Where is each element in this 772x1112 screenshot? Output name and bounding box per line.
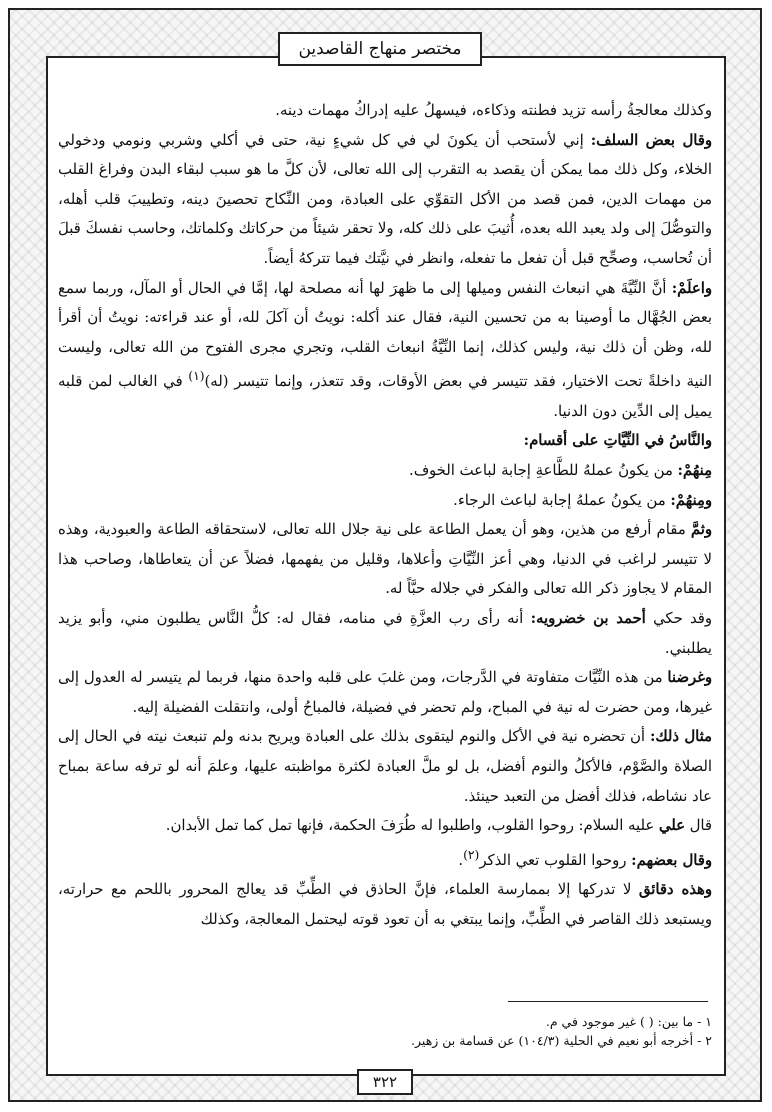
paragraph-lead: علي [658,817,685,835]
paragraph-lead: وهذه دقائق [638,881,713,899]
paragraph-text: من يكونُ عملهُ إجابة لباعث الرجاء. [453,491,671,509]
paragraph [58,96,712,126]
paragraph-text: من هذه النِّيَّات متفاوتة في الدَّرجات، ومن غلبَ على قلبه واحدة منها، فربما لم يتيسر له العدول إلى غيرها، ومن حضرت له نية في المباح، ولم تحضر في فضيلة، فالمباحُ أولى، وانتقلت الفضيلة إليه. [58,669,712,716]
paragraph-lead: مِنهُمْ: [677,462,712,480]
paragraph-lead: أحمد بن خضرويه: [530,610,646,628]
paragraph [58,274,712,427]
paragraph-text: عليه السلام: روحوا القلوب، واطلبوا له طُرَفَ الحكمة، فإنها تمل كما تمل الأبدان. [165,817,659,835]
paragraph-text: قال [684,817,712,835]
body-text [58,96,712,934]
paragraph-lead: مثال ذلك: [649,728,712,746]
paragraph [58,456,712,486]
paragraph-text: وقد حكي [645,610,712,628]
paragraph-text: وكذلك معالجةُ رأسه تزيد فطنته وذكاءه، فيسهلُ عليه إدراكُ مهمات دينه. [275,102,712,119]
running-header [278,32,482,66]
paragraph-lead: وقال بعضهم: [631,851,712,869]
paragraph [58,126,712,274]
paragraph-lead: وثمَّ [690,521,712,539]
paragraph-lead: واعلَمْ: [671,279,712,297]
paragraph [58,604,712,663]
paragraph [58,663,712,722]
paragraph-text: أنَّ النِّيَّةَ هي انبعاث النفس وميلها إلى ما ظهرَ لها أنه مصلحة لها، إمَّا في الحال أو المآل، وربما سمع بعض الجُهَّال ما أوصينا به من تحسين النية، فقال عند أكله: نويتُ أن آكلَ لله، أو عند قراءته: نويتُ أن أقرأ لله، وظن أن ذلك نية، وليس كذلك، إنما النِّيَّةُ انبعاث القلب، وتجري مجرى الفتوح من الله تعالى، وليست النية داخلةً تحت الاختيار، فقد تتيسر في بعض الأوقات، وقد تتعذر، وإنما تتيسر (له) [58,279,712,391]
paragraph-text: أنه رأى رب العزَّةِ في منامه، فقال له: كلُّ النَّاس يطلبون مني، وأبو يزيد يطلبني. [58,610,712,657]
paragraph-lead: وغرضنا [667,669,712,687]
book-title: مختصر منهاج القاصدين [298,39,462,59]
paragraph [58,486,712,516]
footnote-divider [508,1001,708,1002]
paragraph [58,426,712,456]
page-number: ٣٢٢ [372,1073,398,1091]
footnote: ١ - ما بين: ( ) غير موجود في م. [545,1014,712,1029]
paragraph-lead: ومِنهُمْ: [670,491,712,509]
paragraph [58,841,712,876]
section-heading: والنَّاسُ في النِّيَّاتِ على أقسام: [523,432,712,450]
paragraph-text: في الغالب لمن قلبه يميل إلى الدِّين دون الدنيا. [58,373,712,420]
paragraph-text: إني لأستحب أن يكونَ لي في كل شيءٍ نية، حتى في أكلي وشربي ونومي ودخولي الخلاء، وكل ذلك مما يمكن أن يقصد به التقرب إلى الله تعالى، لأن كلَّ ما هو سبب لبقاء البدن وفراغ القلب من مهمات الدين، فمن قصد من الأكل التقوِّي على العبادة، ومن النِّكاح تحصينَ دينه، وتطييبَ قلب أهله، والتوصُّلَ إلى ولد يعبد الله بعده، أُثيبَ على ذلك كله، ولا تحقر شيئاً من حركاتك وكلماتك، وحاسب نفسكَ قبلَ أن تُحاسب، وصحِّح قبل أن تفعل ما تفعله، وانظر في نيَّتك فيما تتركهُ أيضاً. [58,131,712,267]
paragraph-text: . [458,851,464,869]
paragraph-text: لا تدركها إلا بممارسة العلماء، فإنَّ الحاذق في الطِّبِّ قد يعالج المحرور باللحم مع حرارته، ويستبعد ذلك القاصر في الطِّبِّ، وإنما يبتغي به أن تعود قوته ليحتمل المعالجة، وكذلك [58,881,712,928]
paragraph-text: من يكونُ عملهُ للطَّاعةِ إجابة لباعث الخوف. [409,462,678,480]
paragraph [58,722,712,811]
paragraph-text: أن تحضره نية في الأكل والنوم ليتقوى بذلك على العبادة ويريح بدنه ولم تنبعث نيته في الحال إلى الصلاة والصَّوْم، فالأكلُ والنوم أفضل، بل لو ملَّ العبادة لكثرة مواظبته عليها، وعلمَ أنه لو ترفه ساعة بمباح عاد نشاطه، فذلك أفضل من التعبد حينئذ. [58,728,712,805]
page-number-box [357,1069,413,1095]
footnote-ref: (٢) [463,847,480,862]
footnote-ref: (١) [188,369,205,384]
footnotes [58,1012,712,1050]
paragraph [58,811,712,841]
paragraph [58,875,712,934]
paragraph [58,515,712,604]
footnote: ٢ - أخرجه أبو نعيم في الحلية (١٠٤/٣) عن قسامة بن زهير. [411,1033,712,1048]
paragraph-lead: وقال بعض السلف: [590,131,712,149]
paragraph-text: مقام أرفع من هذين، وهو أن يعمل الطاعة على نية جلال الله تعالى، لاستحقاقه الطاعة والعبودية، وهذه لا تتيسر لراغب في الدنيا، وهي أعز النِّيَّاتِ وأعلاها، وقليل من يفهمها، فضلاً عن أن يتعاطاها، وصاحب هذا المقام لا يجاوز ذكر الله تعالى والفكر في جلاله حبَّاً له. [58,521,712,598]
paragraph-text: روحوا القلوب تعي الذكر [479,851,632,869]
